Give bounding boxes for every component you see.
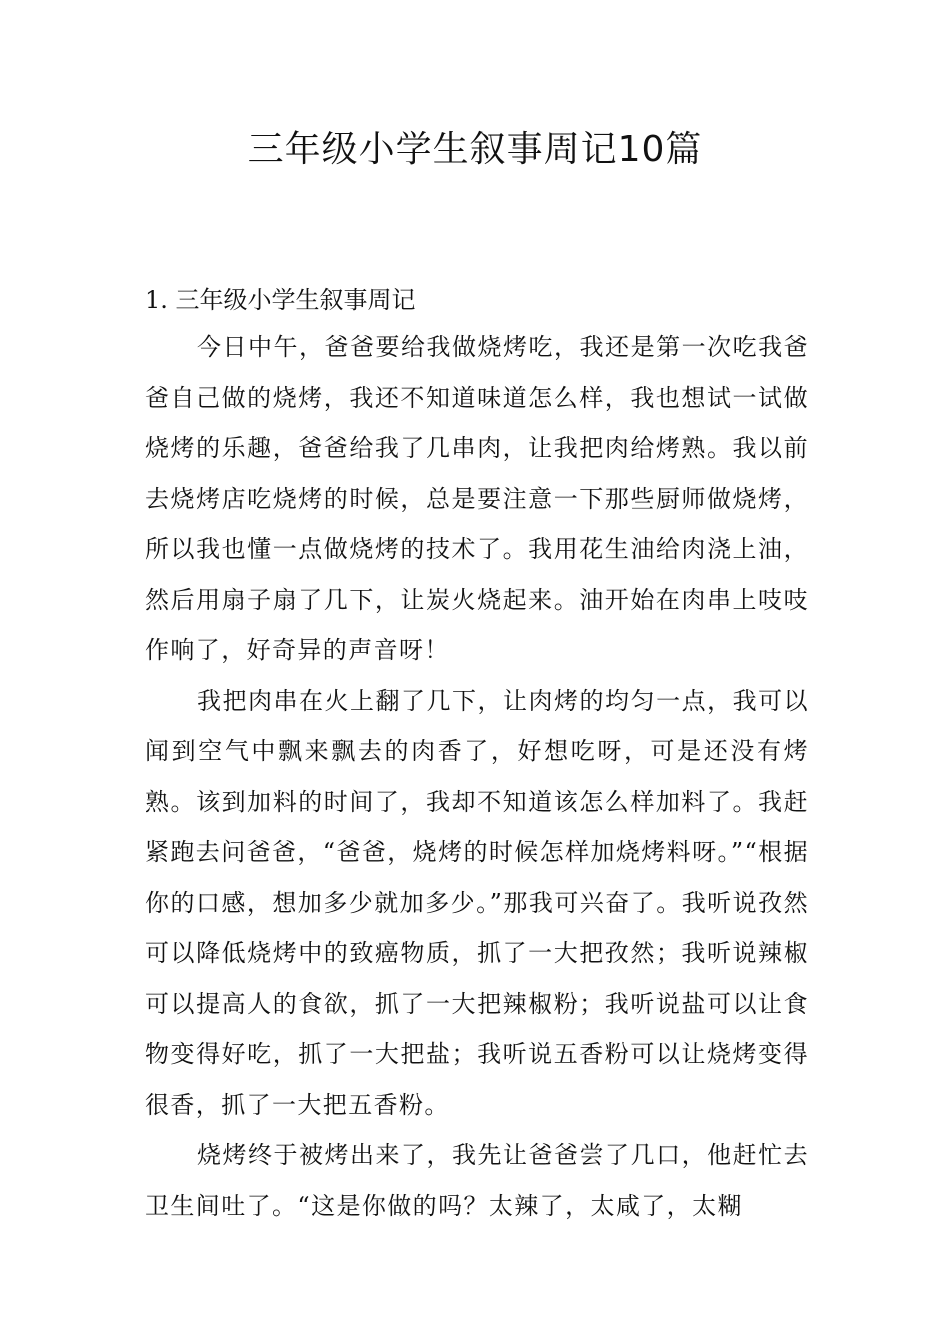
- paragraph-1: 今日中午，爸爸要给我做烧烤吃，我还是第一次吃我爸爸自己做的烧烤，我还不知道味道怎么样，我也想试一试做烧烤的乐趣，爸爸给我了几串肉，让我把肉给烤熟。我以前去烧烤店吃烧烤的时候，总是要注意一下那些厨师做烧烤，所以我也懂一点做烧烤的技术了。我用花生油给肉浇上油，然后用扇子扇了几下，让炭火烧起来。油开始在肉串上吱吱作响了，好奇异的声音呀！: [145, 333, 809, 664]
- paragraph-3: 烧烤终于被烤出来了，我先让爸爸尝了几口，他赶忙去卫生间吐了。“这是你做的吗？太辣了，太咸了，太糊: [145, 1141, 809, 1220]
- document-title: 三年级小学生叙事周记10篇: [247, 129, 703, 170]
- document-body: [145, 278, 809, 1231]
- section-heading: 1. 三年级小学生叙事周记: [145, 286, 416, 314]
- paragraph-2: 我把肉串在火上翻了几下，让肉烤的均匀一点，我可以闻到空气中飘来飘去的肉香了，好想吃呀，可是还没有烤熟。该到加料的时间了，我却不知道该怎么样加料了。我赶紧跑去问爸爸，“爸爸，烧烤的时候怎样加烧烤料呀。”“根据你的口感，想加多少就加多少。”那我可兴奋了。我听说孜然可以降低烧烤中的致癌物质，抓了一大把孜然；我听说辣椒可以提高人的食欲，抓了一大把辣椒粉；我听说盐可以让食物变得好吃，抓了一大把盐；我听说五香粉可以让烧烤变得很香，抓了一大把五香粉。: [145, 686, 810, 1119]
